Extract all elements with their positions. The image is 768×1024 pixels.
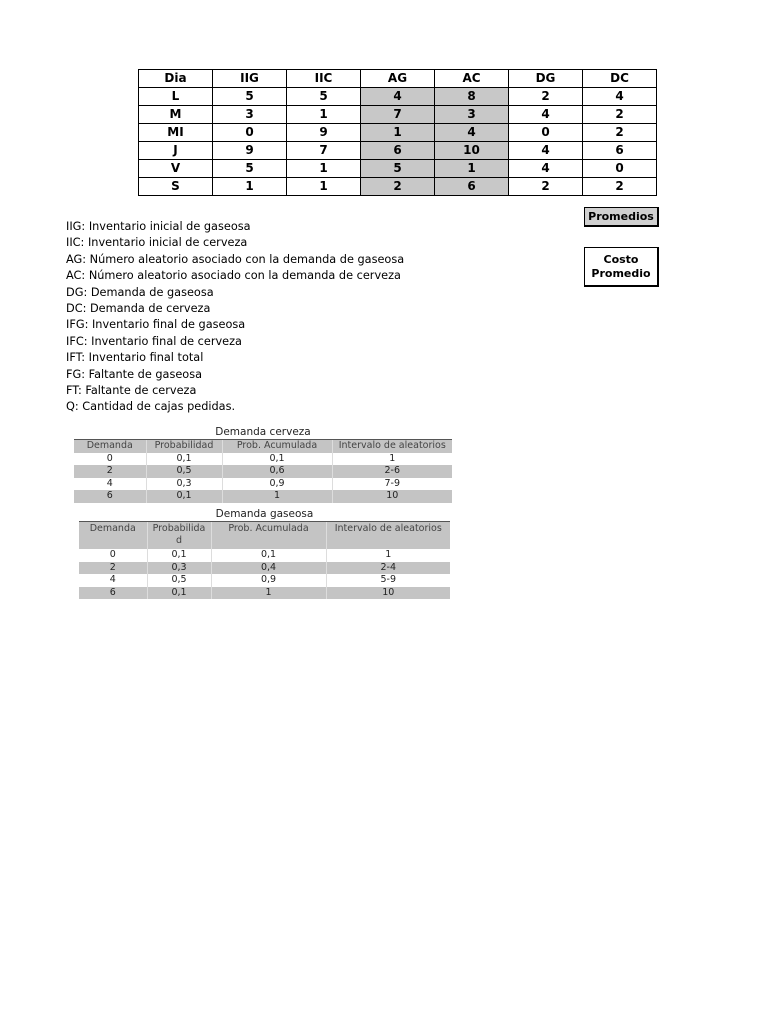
header-cell: Dia bbox=[139, 70, 213, 88]
header-cell: Demanda bbox=[79, 522, 147, 549]
table-cell: 4 bbox=[74, 478, 146, 491]
header-cell: DG bbox=[509, 70, 583, 88]
table-title: Demanda cerveza bbox=[74, 426, 452, 440]
table-cell: 6 bbox=[361, 142, 435, 160]
table-cell: 4 bbox=[509, 106, 583, 124]
table-row bbox=[79, 562, 450, 575]
header-cell: Probabilidad bbox=[146, 440, 222, 453]
table-cell: V bbox=[139, 160, 213, 178]
header-cell: DC bbox=[583, 70, 657, 88]
table-cell: 7 bbox=[361, 106, 435, 124]
table-cell: 0 bbox=[74, 453, 146, 466]
legend-item: AG: Número aleatorio asociado con la demanda de gaseosa bbox=[66, 252, 405, 266]
costo-promedio-label bbox=[584, 247, 659, 287]
table-cell: 2 bbox=[74, 465, 146, 478]
table-row bbox=[139, 142, 657, 160]
table-cell: 6 bbox=[79, 587, 147, 600]
table-row bbox=[139, 160, 657, 178]
table-cell: L bbox=[139, 88, 213, 106]
table-cell: 10 bbox=[332, 490, 452, 503]
table-row bbox=[74, 490, 452, 503]
table-cell: 1 bbox=[287, 178, 361, 196]
table-cell: 2-4 bbox=[326, 562, 450, 575]
table-cell: 4 bbox=[79, 574, 147, 587]
table-cell: 5 bbox=[287, 88, 361, 106]
header-cell: Probabilida d bbox=[147, 522, 211, 549]
table-cell: 0,3 bbox=[146, 478, 222, 491]
table-cell: 3 bbox=[213, 106, 287, 124]
demanda-gaseosa-table bbox=[79, 508, 450, 599]
table-cell: 0 bbox=[583, 160, 657, 178]
table-cell: 5-9 bbox=[326, 574, 450, 587]
table-cell: 2-6 bbox=[332, 465, 452, 478]
table-row bbox=[139, 106, 657, 124]
table-cell: 0,3 bbox=[147, 562, 211, 575]
table-row bbox=[74, 465, 452, 478]
legend-item: IIG: Inventario inicial de gaseosa bbox=[66, 220, 251, 233]
table-cell: S bbox=[139, 178, 213, 196]
table-cell: 1 bbox=[211, 587, 326, 600]
legend-item: IFC: Inventario final de cerveza bbox=[66, 334, 242, 348]
legend-item: IIC: Inventario inicial de cerveza bbox=[66, 236, 248, 250]
header-cell: Prob. Acumulada bbox=[211, 522, 326, 549]
table-header-row bbox=[79, 522, 450, 549]
table-cell: 0,1 bbox=[146, 453, 222, 466]
table-cell: 1 bbox=[287, 160, 361, 178]
table-cell: 6 bbox=[435, 178, 509, 196]
table-cell: 1 bbox=[222, 490, 332, 503]
table-row bbox=[139, 124, 657, 142]
header-cell: AG bbox=[361, 70, 435, 88]
table-cell: 5 bbox=[213, 160, 287, 178]
table-cell: 1 bbox=[435, 160, 509, 178]
table-cell: 0,1 bbox=[147, 587, 211, 600]
table-cell: 5 bbox=[361, 160, 435, 178]
table-cell: 2 bbox=[583, 178, 657, 196]
table-cell: 1 bbox=[287, 106, 361, 124]
header-cell: IIC bbox=[287, 70, 361, 88]
table-cell: 3 bbox=[435, 106, 509, 124]
table-cell: 0,5 bbox=[147, 574, 211, 587]
table-cell: 4 bbox=[435, 124, 509, 142]
table-cell: 0 bbox=[509, 124, 583, 142]
table-row bbox=[79, 587, 450, 600]
table-row bbox=[74, 478, 452, 491]
table-cell: 4 bbox=[509, 160, 583, 178]
table-cell: 6 bbox=[583, 142, 657, 160]
demanda-cerveza-table bbox=[74, 426, 452, 503]
table-cell: 0,1 bbox=[222, 453, 332, 466]
table-cell: M bbox=[139, 106, 213, 124]
header-cell: Intervalo de aleatorios bbox=[332, 440, 452, 453]
table-cell: 0,9 bbox=[211, 574, 326, 587]
table-cell: MI bbox=[139, 124, 213, 142]
table-row bbox=[79, 549, 450, 562]
table-cell: 0,5 bbox=[146, 465, 222, 478]
promedio-line: Promedio bbox=[591, 267, 651, 280]
table-cell: 0 bbox=[79, 549, 147, 562]
legend-item: DG: Demanda de gaseosa bbox=[66, 285, 214, 299]
table-row bbox=[74, 453, 452, 466]
costo-line: Costo bbox=[603, 253, 639, 266]
table-cell: 0,6 bbox=[222, 465, 332, 478]
table-cell: 0,4 bbox=[211, 562, 326, 575]
table-cell: 0,9 bbox=[222, 478, 332, 491]
table-cell: 2 bbox=[79, 562, 147, 575]
header-cell: Demanda bbox=[74, 440, 146, 453]
header-cell: Prob. Acumulada bbox=[222, 440, 332, 453]
table-cell: 7-9 bbox=[332, 478, 452, 491]
table-cell: 2 bbox=[361, 178, 435, 196]
table-cell: 1 bbox=[332, 453, 452, 466]
legend-item: Q: Cantidad de cajas pedidas. bbox=[66, 400, 236, 414]
table-cell: 8 bbox=[435, 88, 509, 106]
table-cell: 0,1 bbox=[146, 490, 222, 503]
table-cell: 1 bbox=[326, 549, 450, 562]
legend-item: IFG: Inventario final de gaseosa bbox=[66, 318, 246, 332]
table-cell: 2 bbox=[509, 88, 583, 106]
table-cell: 2 bbox=[583, 124, 657, 142]
legend-item: IFT: Inventario final total bbox=[66, 351, 204, 365]
legend-item: FT: Faltante de cerveza bbox=[66, 383, 197, 397]
promedios-label: Promedios bbox=[584, 207, 659, 227]
table-row bbox=[79, 574, 450, 587]
table-header-row bbox=[74, 440, 452, 453]
table-cell: 4 bbox=[583, 88, 657, 106]
table-title: Demanda gaseosa bbox=[79, 508, 450, 522]
table-cell: 10 bbox=[326, 587, 450, 600]
legend-item: DC: Demanda de cerveza bbox=[66, 301, 211, 315]
table-cell: 10 bbox=[435, 142, 509, 160]
table-cell: 2 bbox=[509, 178, 583, 196]
table-cell: 0,1 bbox=[147, 549, 211, 562]
table-cell: 7 bbox=[287, 142, 361, 160]
table-row bbox=[139, 88, 657, 106]
table-cell: 1 bbox=[361, 124, 435, 142]
table-cell: 5 bbox=[213, 88, 287, 106]
legend-item: FG: Faltante de gaseosa bbox=[66, 367, 203, 381]
table-cell: 9 bbox=[287, 124, 361, 142]
table-cell: 6 bbox=[74, 490, 146, 503]
table-header-row bbox=[139, 70, 657, 88]
table-row bbox=[139, 178, 657, 196]
table-cell: 0,1 bbox=[211, 549, 326, 562]
table-cell: 9 bbox=[213, 142, 287, 160]
header-cell: AC bbox=[435, 70, 509, 88]
table-cell: 2 bbox=[583, 106, 657, 124]
table-cell: 4 bbox=[361, 88, 435, 106]
table-cell: 0 bbox=[213, 124, 287, 142]
header-cell: Intervalo de aleatorios bbox=[326, 522, 450, 549]
header-cell: IIG bbox=[213, 70, 287, 88]
table-cell: J bbox=[139, 142, 213, 160]
simulation-table bbox=[138, 69, 657, 196]
table-cell: 1 bbox=[213, 178, 287, 196]
table-cell: 4 bbox=[509, 142, 583, 160]
abbreviation-legend bbox=[66, 219, 404, 416]
legend-item: AC: Número aleatorio asociado con la demanda de cerveza bbox=[66, 269, 401, 283]
